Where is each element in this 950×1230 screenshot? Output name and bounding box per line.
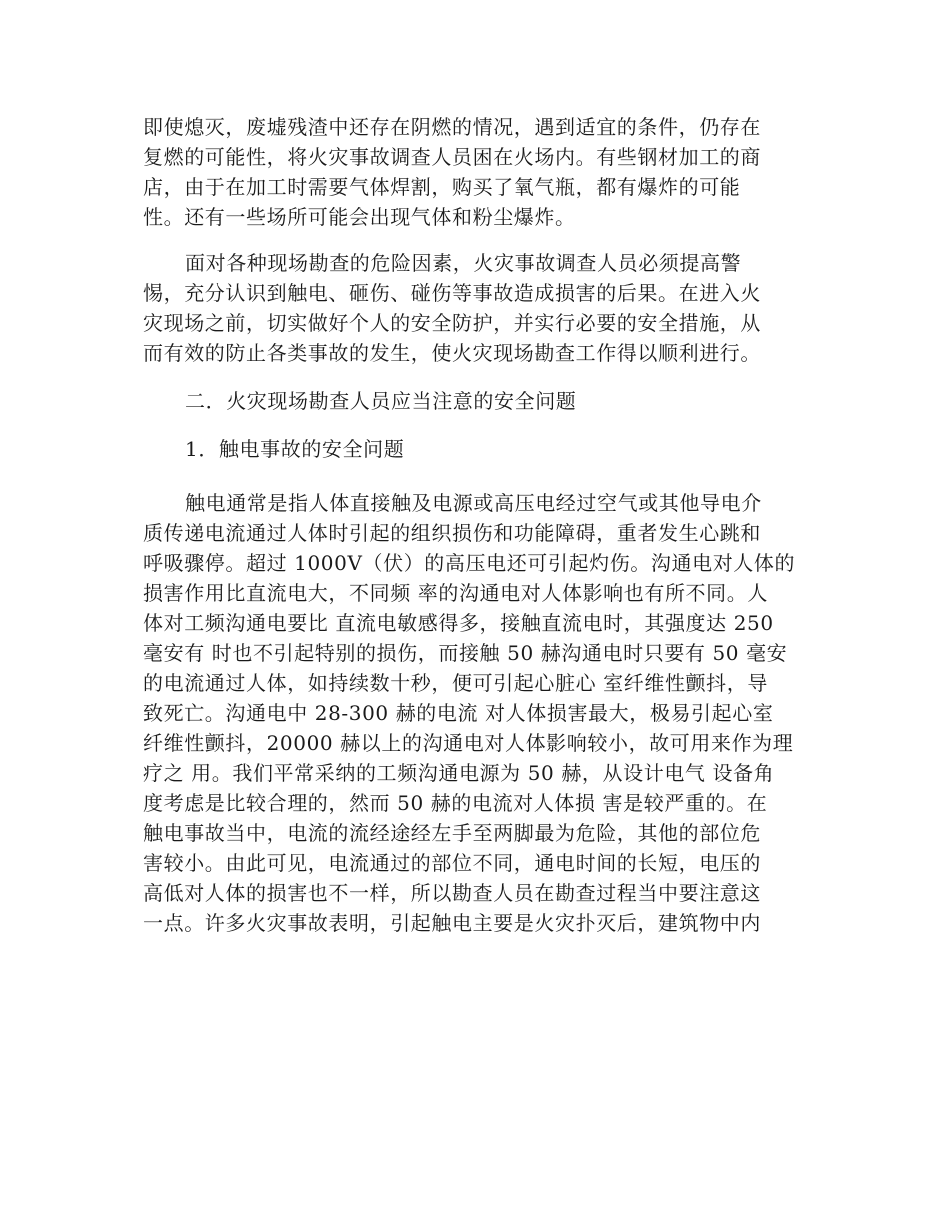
text-line: 面对各种现场勘查的危险因素，火灾事故调查人员必须提高警 [185,251,742,275]
text-line: 害较小。由此可见，电流通过的部位不同，通电时间的长短，电压的 [143,851,761,875]
text-line: 纤维性颤抖，20000 赫以上的沟通电对人体影响较小，故可用来作为理 [143,731,794,755]
text-line: 店，由于在加工时需要气体焊割，购买了氧气瓶，都有爆炸的可能 [143,175,741,199]
text-line: 度考虑是比较合理的，然而 50 赫的电流对人体损 害是较严重的。在 [143,791,768,815]
text-line: 触电事故当中，电流的流经途经左手至两脚最为危险，其他的部位危 [143,821,761,845]
paragraph-3 [143,488,808,938]
paragraph-1 [143,112,808,232]
text-line: 损害作用比直流电大，不同频 率的沟通电对人体影响也有所不同。人 [143,581,768,605]
text-line: 疗之 用。我们平常采纳的工频沟通电源为 50 赫，从设计电气 设备角 [143,761,775,785]
text-line: 灾现场之前，切实做好个人的安全防护，并实行必要的安全措施，从 [143,311,761,335]
text-line: 触电通常是指人体直接触及电源或高压电经过空气或其他导电介 [185,491,762,515]
text-line: 一点。许多火灾事故表明，引起触电主要是火灾扑灭后，建筑物中内 [143,911,761,935]
section-heading: 二．火灾现场勘查人员应当注意的安全问题 [185,389,577,413]
text-line: 致死亡。沟通电中 28-300 赫的电流 对人体损害最大，极易引起心室 [143,701,774,725]
text-line: 呼吸骤停。超过 1000V（伏）的高压电还可引起灼伤。沟通电对人体的 [143,551,796,575]
text-line: 毫安有 时也不引起特别的损伤，而接触 50 赫沟通电时只要有 50 毫安 [143,641,788,665]
text-line: 复燃的可能性，将火灾事故调查人员困在火场内。有些钢材加工的商 [143,145,761,169]
document-page [143,112,808,938]
text-line: 性。还有一些场所可能会出现气体和粉尘爆炸。 [143,205,576,229]
text-line: 体对工频沟通电要比 直流电敏感得多，接触直流电时，其强度达 250 [143,611,774,635]
text-line: 即使熄灭，废墟残渣中还存在阴燃的情况，遇到适宜的条件，仍存在 [143,115,761,139]
text-line: 质传递电流通过人体时引起的组织损伤和功能障碍，重者发生心跳和 [143,521,761,545]
text-line: 惕，充分认识到触电、砸伤、碰伤等事故造成损害的后果。在进入火 [143,281,761,305]
text-line: 高低对人体的损害也不一样，所以勘查人员在勘查过程当中要注意这 [143,881,761,905]
subsection-heading: 1．触电事故的安全问题 [185,437,405,461]
text-line: 而有效的防止各类事故的发生，使火灾现场勘查工作得以顺利进行。 [143,341,761,365]
text-line: 的电流通过人体，如持续数十秒，便可引起心脏心 室纤维性颤抖，导 [143,671,768,695]
paragraph-2 [143,248,808,368]
